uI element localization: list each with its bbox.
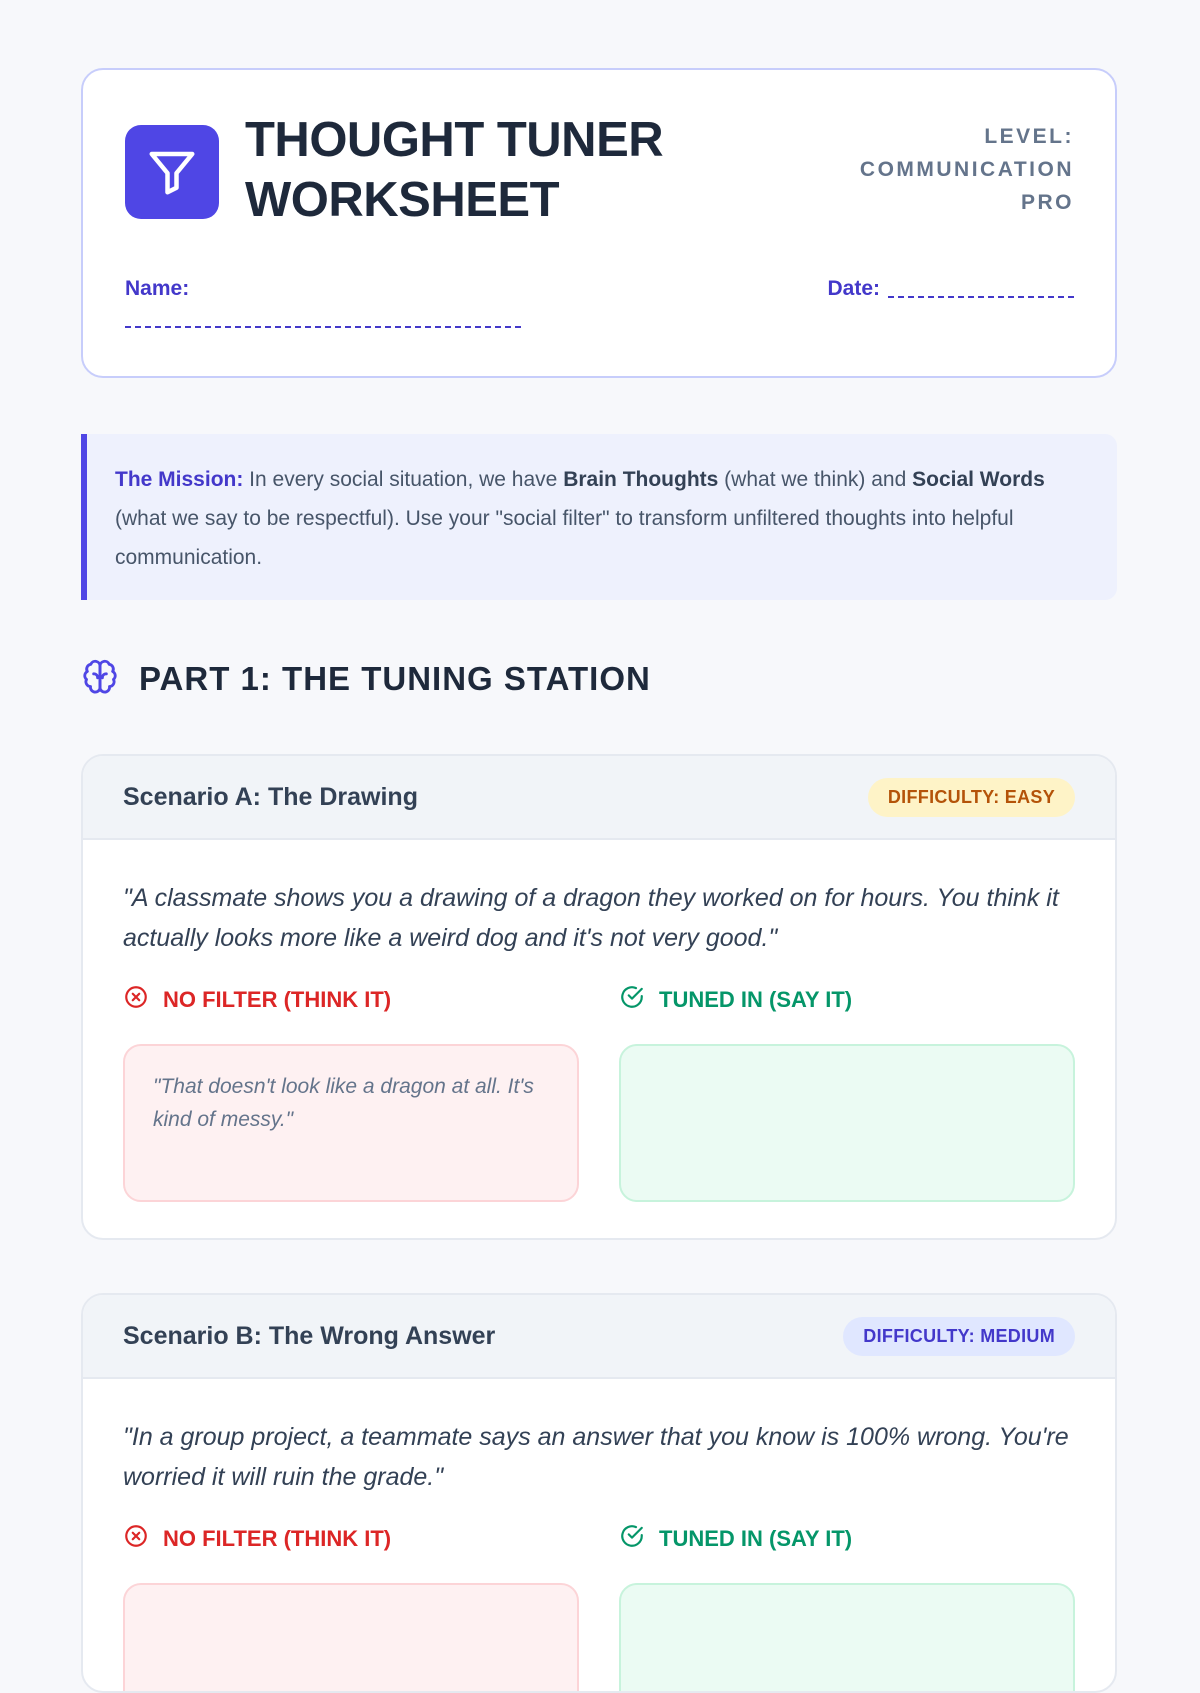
date-field[interactable]	[827, 270, 1074, 308]
mission-box	[81, 434, 1117, 600]
name-label: Name:	[125, 277, 190, 300]
mission-bold-2: Social Words	[912, 468, 1045, 491]
x-circle-icon	[123, 984, 149, 1016]
scenario-title: Scenario B: The Wrong Answer	[123, 1321, 496, 1350]
scenario-body	[83, 840, 1115, 1240]
mission-text-2: (what we think) and	[718, 468, 913, 491]
mission-text-3: (what we say to be respectful). Use your "social filter" to transform unfiltered thoughts into helpful communication.	[115, 507, 1014, 569]
scenario-header	[83, 756, 1115, 840]
mission-bold-1: Brain Thoughts	[563, 468, 719, 491]
tuned-column	[619, 982, 1075, 1202]
no-filter-example: "That doesn't look like a dragon at all. It's kind of messy."	[123, 1044, 579, 1202]
response-columns	[123, 1521, 1075, 1693]
scenario-text: "A classmate shows you a drawing of a dragon they worked on for hours. You think it actually looks more like a weird dog and it's not very good."	[123, 884, 1059, 952]
date-label: Date:	[827, 277, 880, 300]
mission-lead: The Mission:	[115, 468, 244, 491]
brain-icon	[81, 658, 119, 701]
tuned-label-text: TUNED IN (SAY IT)	[659, 1526, 853, 1551]
header-card	[81, 68, 1117, 378]
difficulty-badge: DIFFICULTY: EASY	[868, 778, 1075, 817]
no-filter-label	[123, 1521, 579, 1557]
no-filter-label	[123, 982, 579, 1018]
no-filter-column	[123, 1521, 579, 1693]
tuned-column	[619, 1521, 1075, 1693]
level-line-2: COMMUNICATION	[859, 158, 1074, 181]
section-title: PART 1: THE TUNING STATION	[139, 660, 651, 697]
level-line-1: LEVEL:	[984, 125, 1074, 148]
mission-text-1: In every social situation, we have	[243, 468, 564, 491]
scenario-body	[83, 1379, 1115, 1693]
tuned-answer-box[interactable]	[619, 1044, 1075, 1202]
name-blank-line[interactable]	[125, 324, 521, 328]
title-line-2: WORKSHEET	[245, 173, 559, 227]
tuned-label	[619, 1521, 1075, 1557]
level-line-3: PRO	[1020, 191, 1074, 214]
check-circle-icon	[619, 984, 645, 1016]
no-filter-label-text: NO FILTER (THINK IT)	[163, 1526, 392, 1551]
scenario-title: Scenario A: The Drawing	[123, 782, 418, 811]
level-label	[860, 120, 1074, 219]
name-field[interactable]	[125, 270, 521, 328]
scenario-card	[81, 1293, 1117, 1693]
no-filter-column	[123, 982, 579, 1202]
check-circle-icon	[619, 1523, 645, 1555]
page-title	[245, 110, 663, 230]
date-blank-line[interactable]	[888, 296, 1074, 298]
filter-icon	[125, 125, 219, 219]
scenario-header	[83, 1295, 1115, 1379]
difficulty-badge: DIFFICULTY: MEDIUM	[843, 1317, 1075, 1356]
tuned-label	[619, 982, 1075, 1018]
scenario-card	[81, 754, 1117, 1240]
title-line-1: THOUGHT TUNER	[245, 113, 664, 167]
tuned-label-text: TUNED IN (SAY IT)	[659, 987, 853, 1012]
response-columns	[123, 982, 1075, 1202]
no-filter-label-text: NO FILTER (THINK IT)	[163, 987, 392, 1012]
scenario-text: "In a group project, a teammate says an answer that you know is 100% wrong. You're worried it will ruin the grade."	[123, 1423, 1069, 1491]
x-circle-icon	[123, 1523, 149, 1555]
section-heading	[81, 654, 651, 704]
